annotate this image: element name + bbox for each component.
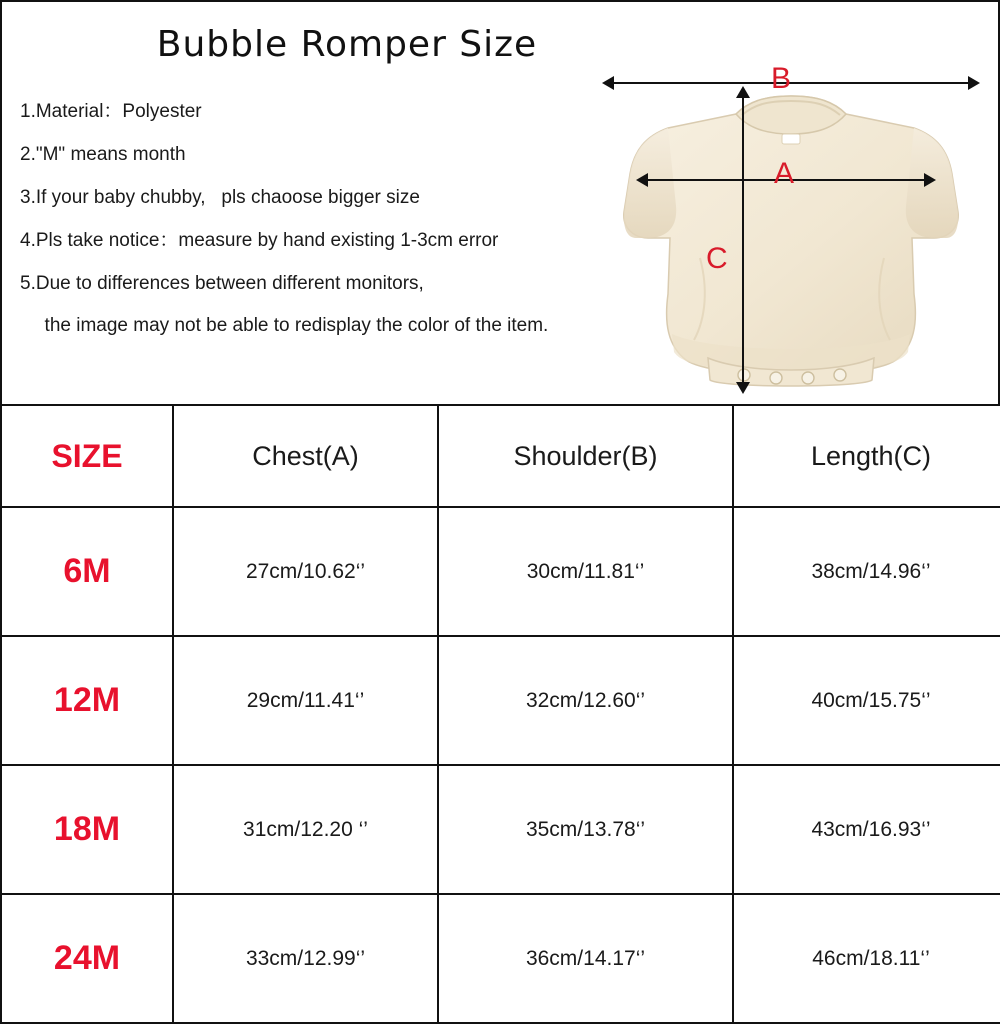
arrow-b-head-right xyxy=(968,76,980,90)
cell-chest: 29cm/11.41‘’ xyxy=(173,636,438,765)
table-body xyxy=(1,507,1000,1023)
cell-chest: 31cm/12.20 ‘’ xyxy=(173,765,438,894)
cell-chest: 27cm/10.62‘’ xyxy=(173,507,438,636)
cell-length: 46cm/18.11‘’ xyxy=(733,894,1000,1023)
dimension-label-b: B xyxy=(771,62,792,95)
column-header-size: SIZE xyxy=(1,405,173,507)
garment-diagram xyxy=(596,62,986,402)
cell-length: 38cm/14.96‘’ xyxy=(733,507,1000,636)
column-header-length: Length(C) xyxy=(733,405,1000,507)
table-row xyxy=(1,765,1000,894)
cell-shoulder: 30cm/11.81‘’ xyxy=(438,507,733,636)
info-panel xyxy=(0,0,1000,404)
table-header-row xyxy=(1,405,1000,507)
note-item: 2."M" means month xyxy=(20,143,186,165)
note-item: 5.Due to differences between different monitors, xyxy=(20,272,424,294)
size-table xyxy=(0,404,1000,1024)
arrow-c-head-up xyxy=(736,86,750,98)
column-header-shoulder: Shoulder(B) xyxy=(438,405,733,507)
note-item: the image may not be able to redisplay the color of the item. xyxy=(34,315,549,337)
cell-size: 18M xyxy=(1,765,173,894)
table-row xyxy=(1,636,1000,765)
dimension-label-a: A xyxy=(774,157,795,190)
cell-length: 43cm/16.93‘’ xyxy=(733,765,1000,894)
cell-size: 6M xyxy=(1,507,173,636)
note-item: 3.If your baby chubby, pls chaoose bigger size xyxy=(20,186,420,208)
cell-shoulder: 36cm/14.17‘’ xyxy=(438,894,733,1023)
arrow-c-line xyxy=(742,96,744,384)
column-header-chest: Chest(A) xyxy=(173,405,438,507)
arrow-a-head-left xyxy=(636,173,648,187)
cell-shoulder: 32cm/12.60‘’ xyxy=(438,636,733,765)
arrow-b-head-left xyxy=(602,76,614,90)
cell-size: 12M xyxy=(1,636,173,765)
arrow-c-head-down xyxy=(736,382,750,394)
table-row xyxy=(1,894,1000,1023)
cell-length: 40cm/15.75‘’ xyxy=(733,636,1000,765)
table-row xyxy=(1,507,1000,636)
notes-list xyxy=(20,102,660,337)
cell-shoulder: 35cm/13.78‘’ xyxy=(438,765,733,894)
dimension-label-c: C xyxy=(706,242,728,275)
note-item: 4.Pls take notice：measure by hand existing 1-3cm error xyxy=(20,229,499,251)
note-item: 1.Material：Polyester xyxy=(20,101,202,122)
page-title: Bubble Romper Size xyxy=(156,24,538,65)
romper-illustration xyxy=(596,88,986,398)
arrow-a-head-right xyxy=(924,173,936,187)
cell-size: 24M xyxy=(1,894,173,1023)
table-header xyxy=(1,405,1000,507)
cell-chest: 33cm/12.99‘’ xyxy=(173,894,438,1023)
